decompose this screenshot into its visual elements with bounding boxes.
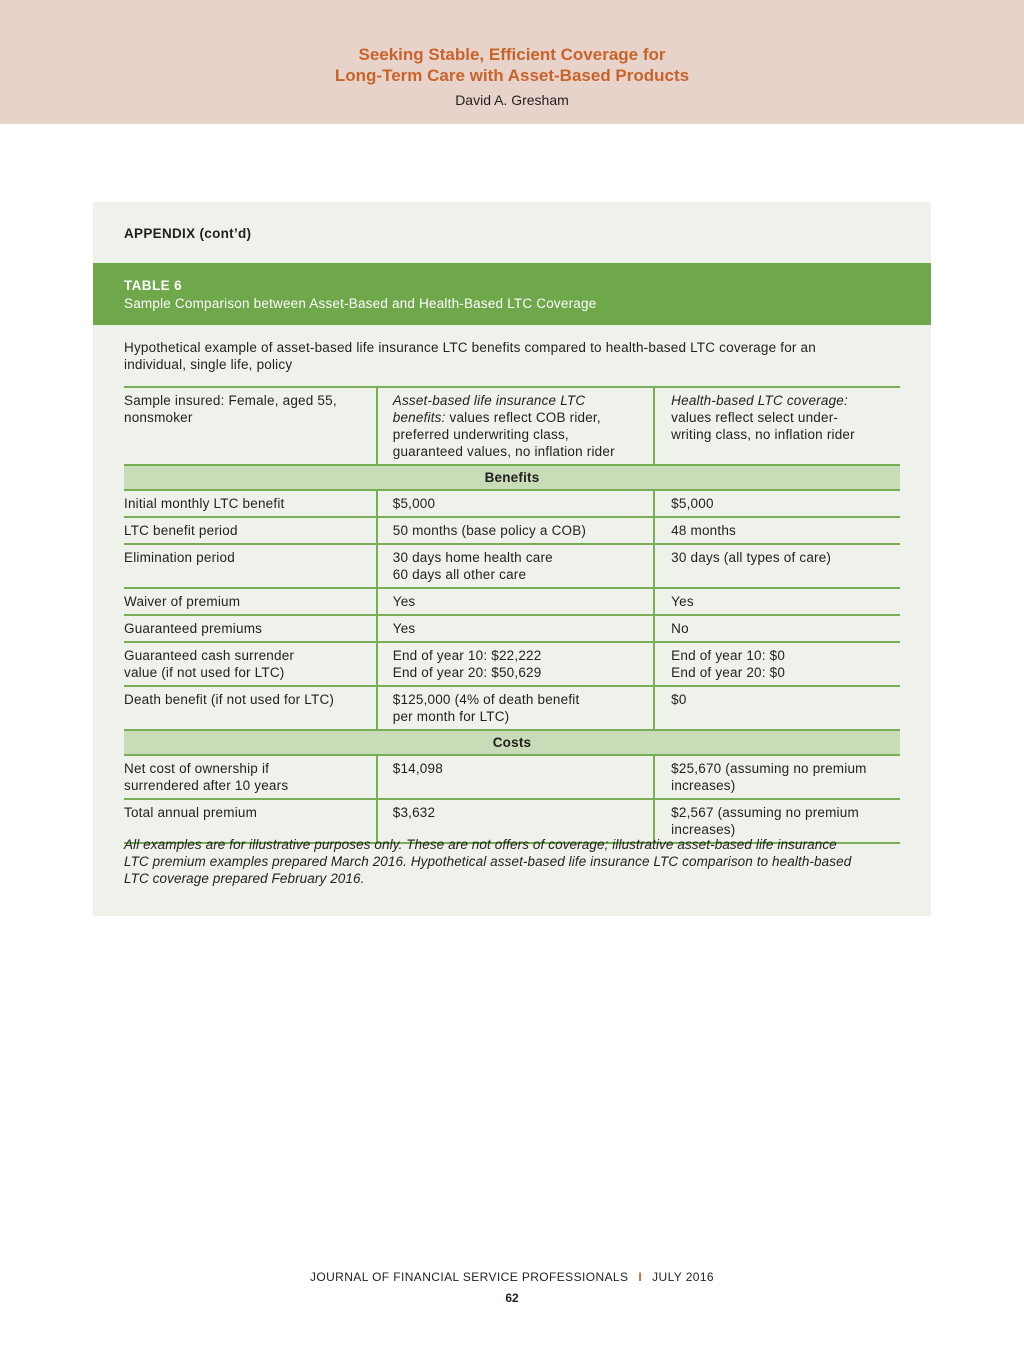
row-health-value	[654, 544, 900, 588]
row-asset-line-2: per month for LTC)	[392, 709, 510, 724]
row-label-line-1: Waiver of premium	[124, 594, 241, 609]
row-health-line-1: 48 months	[671, 523, 736, 538]
row-health-value	[654, 642, 900, 686]
row-label-line-1: Initial monthly LTC benefit	[124, 496, 285, 511]
row-health-line-2: increases)	[671, 778, 736, 793]
journal-issue: JULY 2016	[652, 1270, 715, 1284]
table-header-bar	[93, 263, 931, 325]
table-row	[124, 755, 900, 799]
row-health-line-1: 30 days (all types of care)	[671, 550, 832, 565]
row-asset-value	[377, 686, 654, 730]
head-asset-italic: benefits:	[392, 410, 446, 425]
head-cell-health-based	[654, 387, 900, 465]
table-number: TABLE 6	[124, 278, 183, 293]
head-asset-line-2	[393, 409, 653, 426]
table-row	[124, 615, 900, 642]
row-asset-value	[377, 588, 654, 615]
section-label-benefits: Benefits	[124, 465, 900, 490]
row-label-line-2: value (if not used for LTC)	[124, 665, 285, 680]
table-row	[124, 544, 900, 588]
table-intro-line-2: individual, single life, policy	[124, 357, 293, 372]
section-row-benefits	[124, 465, 900, 490]
footnote-line-1: All examples are for illustrative purposes only. These are not offers of coverage; illustrative asset-based life insurance	[124, 837, 837, 852]
row-health-value	[654, 517, 900, 544]
row-health-line-2: End of year 20: $0	[671, 665, 786, 680]
section-row-costs	[124, 730, 900, 755]
row-label	[124, 490, 377, 517]
article-title-line-2: Long-Term Care with Asset-Based Products	[334, 66, 690, 85]
row-label-line-1: Death benefit (if not used for LTC)	[124, 692, 335, 707]
row-label-line-2: surrendered after 10 years	[124, 778, 289, 793]
row-asset-line-1: 50 months (base policy a COB)	[392, 523, 587, 538]
row-label	[124, 642, 377, 686]
footer-separator: I	[638, 1270, 643, 1284]
footnote-line-3: LTC coverage prepared February 2016.	[124, 871, 365, 886]
row-health-value	[654, 686, 900, 730]
row-asset-value	[377, 517, 654, 544]
row-label-line-1: Guaranteed cash surrender	[124, 648, 295, 663]
row-health-value	[654, 588, 900, 615]
table-intro	[124, 339, 904, 373]
row-asset-value	[377, 490, 654, 517]
row-health-value	[654, 490, 900, 517]
row-health-line-1: Yes	[671, 594, 694, 609]
row-health-line-1: $5,000	[671, 496, 714, 511]
journal-name: JOURNAL OF FINANCIAL SERVICE PROFESSIONALS	[309, 1270, 629, 1284]
appendix-label: APPENDIX (cont’d)	[124, 226, 252, 241]
row-health-line-1: No	[671, 621, 689, 636]
head-health-line-1: Health-based LTC coverage:	[671, 393, 848, 408]
row-label-line-1: Guaranteed premiums	[124, 621, 263, 636]
row-asset-line-1: $125,000 (4% of death benefit	[392, 692, 580, 707]
row-label-line-1: Net cost of ownership if	[124, 761, 270, 776]
head-cell-asset-based	[377, 387, 654, 465]
table-intro-line-1: Hypothetical example of asset-based life insurance LTC benefits compared to health-based LTC coverage for an	[124, 340, 816, 355]
head-health-line-2: values reflect select under-	[671, 410, 839, 425]
row-label	[124, 544, 377, 588]
head-cell-insured	[124, 387, 377, 465]
head-health-line-3: writing class, no inflation rider	[671, 427, 855, 442]
row-asset-line-1: $14,098	[392, 761, 443, 776]
page-number: 62	[505, 1291, 519, 1305]
article-title-line-1: Seeking Stable, Efficient Coverage for	[358, 45, 666, 64]
table-row	[124, 588, 900, 615]
row-label-line-1: LTC benefit period	[124, 523, 238, 538]
table-row	[124, 517, 900, 544]
table-caption: Sample Comparison between Asset-Based and Health-Based LTC Coverage	[124, 296, 597, 311]
table-row	[124, 686, 900, 730]
row-label	[124, 588, 377, 615]
row-health-line-1: $0	[671, 692, 687, 707]
row-label-line-1: Elimination period	[124, 550, 235, 565]
row-asset-line-1: Yes	[392, 594, 416, 609]
row-health-line-1: $2,567 (assuming no premium	[671, 805, 859, 820]
table-row	[124, 490, 900, 517]
row-label-line-1: Total annual premium	[124, 805, 258, 820]
row-asset-value	[377, 642, 654, 686]
head-insured-line-1: Sample insured: Female, aged 55,	[124, 393, 337, 408]
head-asset-line-1: Asset-based life insurance LTC	[392, 393, 586, 408]
row-asset-line-1: Yes	[392, 621, 416, 636]
row-asset-line-1: End of year 10: $22,222	[392, 648, 542, 663]
row-asset-value	[377, 755, 654, 799]
article-author: David A. Gresham	[455, 92, 569, 108]
table-head-row	[124, 387, 900, 465]
row-asset-value	[377, 544, 654, 588]
row-asset-value	[377, 615, 654, 642]
row-label	[124, 615, 377, 642]
comparison-table	[124, 386, 900, 844]
head-insured-line-2: nonsmoker	[124, 410, 193, 425]
head-asset-rest: values reflect COB rider,	[445, 410, 601, 425]
row-asset-line-1: $5,000	[392, 496, 436, 511]
row-asset-line-2: 60 days all other care	[392, 567, 527, 582]
row-asset-line-1: $3,632	[392, 805, 436, 820]
head-asset-line-4: guaranteed values, no inflation rider	[392, 444, 615, 459]
table-footnote	[124, 836, 904, 887]
row-label	[124, 686, 377, 730]
row-asset-line-1: 30 days home health care	[392, 550, 553, 565]
row-health-line-1: $25,670 (assuming no premium	[671, 761, 867, 776]
row-health-value	[654, 615, 900, 642]
article-title	[0, 44, 1024, 86]
row-label	[124, 517, 377, 544]
head-asset-line-3: preferred underwriting class,	[392, 427, 569, 442]
row-label	[124, 755, 377, 799]
header-band	[0, 0, 1024, 124]
row-health-line-2: increases)	[671, 822, 736, 837]
appendix-panel	[93, 202, 931, 916]
row-asset-line-2: End of year 20: $50,629	[392, 665, 542, 680]
row-health-line-1: End of year 10: $0	[671, 648, 786, 663]
section-label-costs: Costs	[124, 730, 900, 755]
page-footer	[0, 1270, 1024, 1284]
table-row	[124, 642, 900, 686]
footnote-line-2: LTC premium examples prepared March 2016. Hypothetical asset-based life insurance LTC comparison to health-based	[124, 854, 852, 869]
row-health-value	[654, 755, 900, 799]
